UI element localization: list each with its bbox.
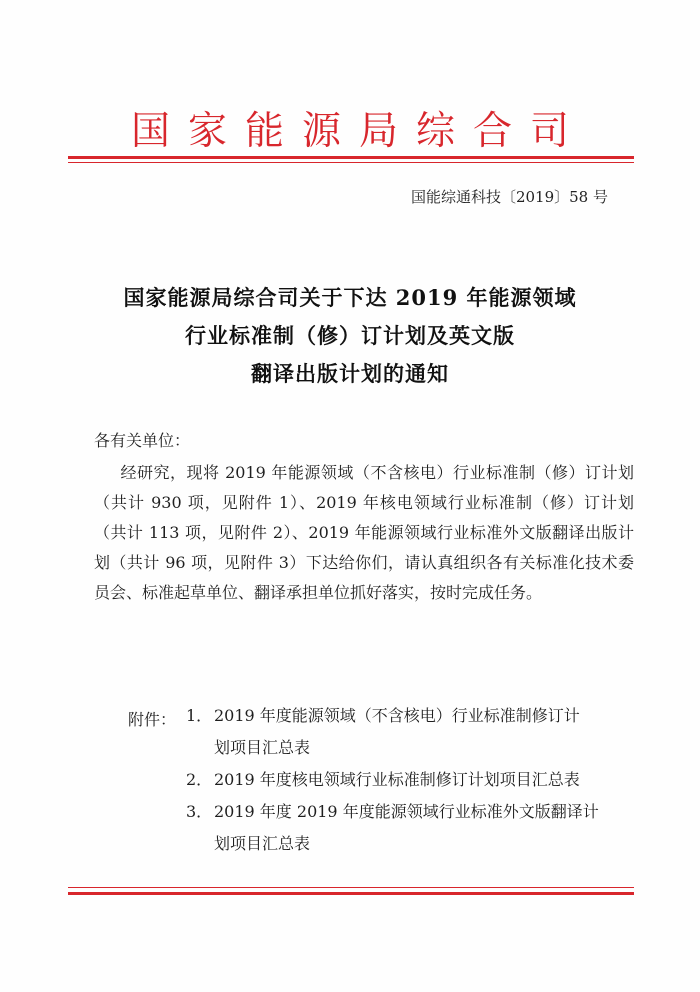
attachment-title-line2: 划项目汇总表 [214, 834, 311, 853]
attachment-number: 2． [186, 770, 213, 789]
body-paragraph-text: 经研究，现将 2019 年能源领域（不含核电）行业标准制（修）订计划（共计 930 项，见附件 1）、2019 年核电领域行业标准制（修）订计划（共计 113 项，见附件 2）、2019 年能源领域行业标准外文版翻译出版计划（共计 96 项，见附件 3）下达给你们，请认真组织各有关标准化技术委员会、标准起草单位、翻译承担单位抓好落实，按时完成任务。 [94, 463, 634, 602]
attachment-item-3 [186, 796, 636, 860]
title-line-1: 国家能源局综合司关于下达 2019 年能源领域 [123, 285, 577, 310]
title-line-2: 行业标准制（修）订计划及英文版 [185, 323, 515, 348]
attachment-title-line1: 2019 年度 2019 年度能源领域行业标准外文版翻译计 [214, 802, 599, 821]
attachment-title-line1: 2019 年度能源领域（不含核电）行业标准制修订计 [214, 706, 580, 725]
document-number: 国能综通科技〔2019〕58 号 [410, 188, 608, 206]
attachment-number: 3． [186, 802, 213, 821]
attachment-title-line1: 2019 年度核电领域行业标准制修订计划项目汇总表 [214, 770, 580, 789]
header-red-rule-thin [68, 162, 634, 163]
footer-red-rule-thin [68, 887, 634, 888]
footer-red-rule-thick [68, 892, 634, 895]
issuing-authority-header: 国家能源局综合司 [130, 109, 587, 154]
attachment-title-line2: 划项目汇总表 [214, 738, 311, 757]
body-paragraph [94, 458, 634, 608]
title-line-3: 翻译出版计划的通知 [251, 361, 449, 386]
attachments-label: 附件： [128, 710, 177, 729]
salutation: 各有关单位： [94, 431, 191, 450]
header-red-rule-thick [68, 156, 634, 159]
attachment-number: 1． [186, 706, 213, 725]
attachment-item-2 [186, 764, 636, 796]
attachment-item-1 [186, 700, 636, 764]
